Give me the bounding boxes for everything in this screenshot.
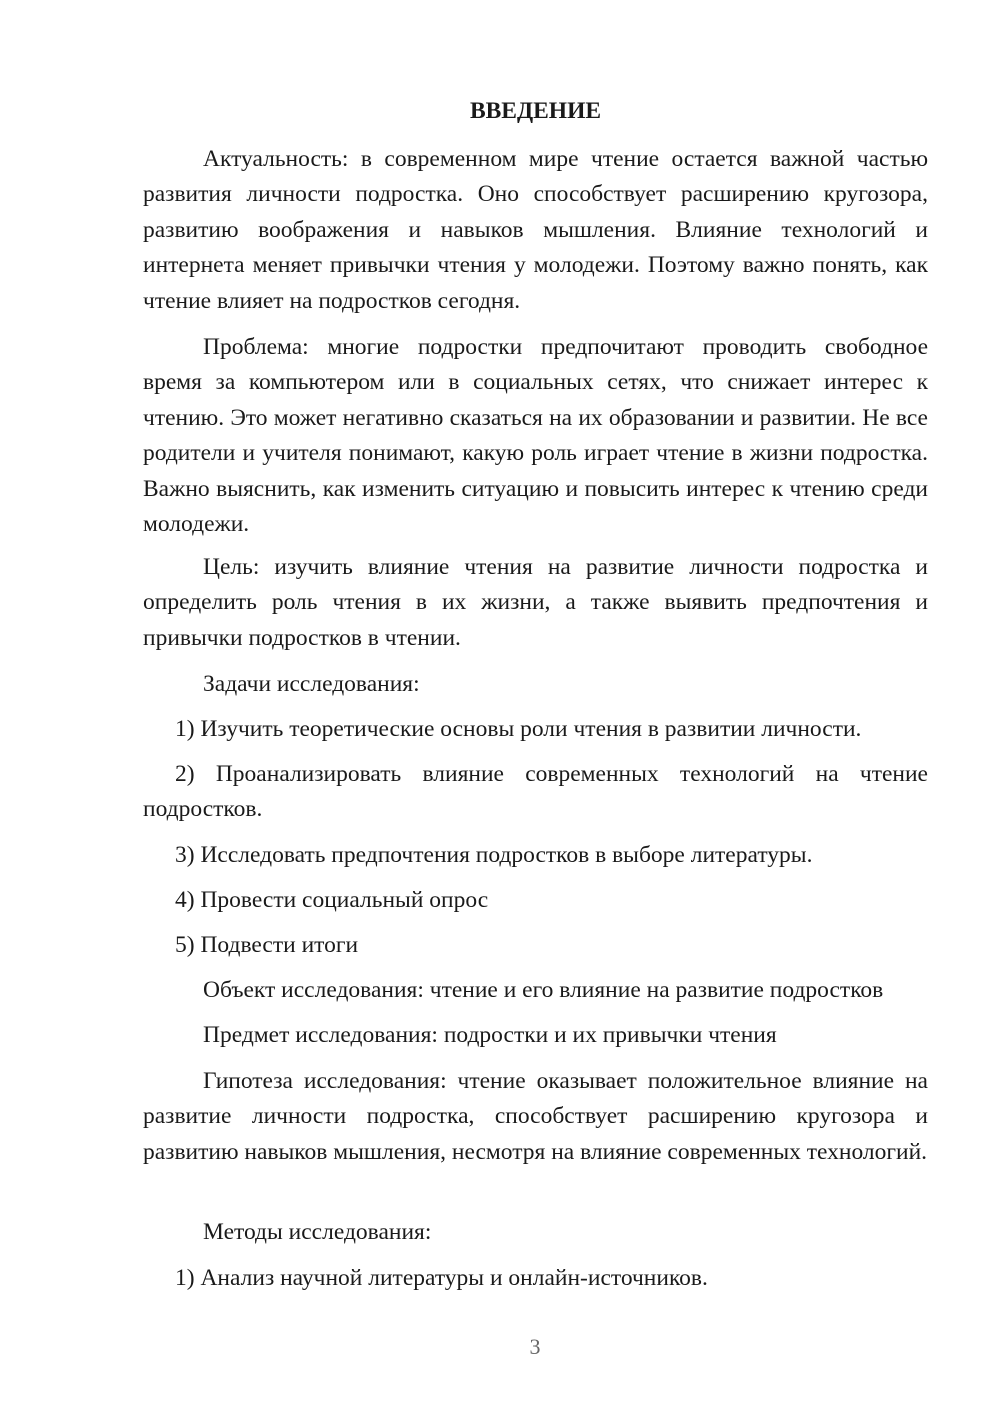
methods-heading: Методы исследования: xyxy=(203,1219,432,1245)
object-paragraph: Объект исследования: чтение и его влияние на развитие подростков xyxy=(203,977,884,1003)
page-title: ВВЕДЕНИЕ xyxy=(469,98,602,124)
hypothesis-paragraph: Гипотеза исследования: чтение оказывает положительное влияние на развитие личности подростка, способствует расширению кругозора и развитию навыков мышления, несмотря на влияние современных технологий. xyxy=(143,1068,928,1165)
task-item: 2) Проанализировать влияние современных технологий на чтение подростков. xyxy=(143,761,928,823)
task-item: 4) Провести социальный опрос xyxy=(175,887,489,913)
task-item: 3) Исследовать предпочтения подростков в выборе литературы. xyxy=(175,842,813,868)
task-item: 1) Изучить теоретические основы роли чтения в развитии личности. xyxy=(175,716,862,742)
method-item: 1) Анализ научной литературы и онлайн-источников. xyxy=(175,1265,708,1291)
problem-paragraph: Проблема: многие подростки предпочитают проводить свободное время за компьютером или в социальных сетях, что снижает интерес к чтению. Это может негативно сказаться на их образовании и развитии. Не все родители и учителя понимают, какую роль играет чтение в жизни подростка. Важно выяснить, как изменить ситуацию и повысить интерес к чтению среди молодежи. xyxy=(143,334,928,538)
goal-paragraph: Цель: изучить влияние чтения на развитие личности подростка и определить роль чтения в их жизни, а также выявить предпочтения и привычки подростков в чтении. xyxy=(143,554,928,651)
page-number: 3 xyxy=(529,1334,541,1359)
tasks-heading: Задачи исследования: xyxy=(203,671,420,697)
subject-paragraph: Предмет исследования: подростки и их привычки чтения xyxy=(203,1022,777,1048)
task-item: 5) Подвести итоги xyxy=(175,932,359,958)
relevance-paragraph: Актуальность: в современном мире чтение остается важной частью развития личности подростка. Оно способствует расширению кругозора, развитию воображения и навыков мышления. Влияние технологий и интернета меняет привычки чтения у молодежи. Поэтому важно понять, как чтение влияет на подростков сегодня. xyxy=(143,146,928,314)
